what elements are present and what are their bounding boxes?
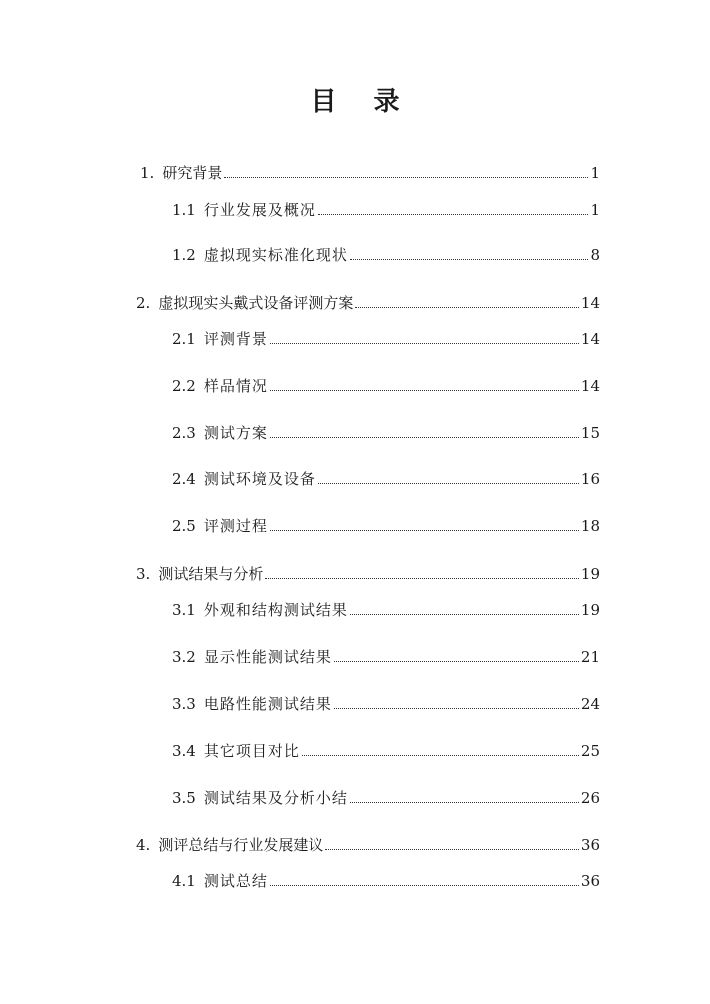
toc-dot-leader [355, 306, 579, 308]
toc-entry-title: 其它项目对比 [203, 742, 300, 760]
toc-entry-number: 2.5 [172, 517, 196, 535]
toc-entry-page: 14 [580, 377, 600, 395]
toc-entry-page: 36 [580, 836, 600, 854]
toc-entry-number: 4. [136, 836, 151, 854]
toc-entry-number: 3. [136, 565, 151, 583]
toc-entry-page: 15 [580, 424, 600, 442]
toc-entry-title: 测试方案 [203, 424, 268, 442]
toc-entry[interactable] [136, 833, 600, 857]
toc-entry[interactable] [136, 291, 600, 315]
toc-entry-title: 测试结果及分析小结 [203, 789, 348, 807]
toc-dot-leader [318, 482, 579, 484]
toc-entry-title: 显示性能测试结果 [203, 648, 332, 666]
toc-dot-leader [325, 848, 579, 850]
toc-entry-page: 19 [580, 565, 600, 583]
toc-entry-page: 1 [590, 164, 600, 182]
toc-entry-number: 3.4 [172, 742, 196, 760]
toc-dot-leader [350, 258, 589, 260]
toc-entry-title: 行业发展及概况 [203, 201, 316, 219]
toc-entry[interactable] [172, 198, 600, 222]
toc-entry-title: 外观和结构测试结果 [203, 601, 348, 619]
toc-entry[interactable] [172, 786, 600, 810]
toc-entry-page: 1 [590, 201, 600, 219]
toc-entry-title: 虚拟现实标准化现状 [203, 246, 348, 264]
toc-entry-number: 4.1 [172, 872, 196, 890]
toc-entry-title: 评测背景 [203, 330, 268, 348]
toc-entry-number: 2.4 [172, 470, 196, 488]
toc-entry-title: 测试总结 [203, 872, 268, 890]
toc-entry-page: 24 [580, 695, 600, 713]
toc-entry-number: 3.1 [172, 601, 196, 619]
toc-entry[interactable] [172, 243, 600, 267]
toc-entry-page: 16 [580, 470, 600, 488]
toc-entry-page: 26 [580, 789, 600, 807]
toc-entry[interactable] [136, 562, 600, 586]
toc-entry-number: 2.2 [172, 377, 196, 395]
toc-entry[interactable] [172, 869, 600, 893]
toc-entry[interactable] [172, 374, 600, 398]
toc-entry-number: 2.3 [172, 424, 196, 442]
toc-entry-page: 14 [580, 294, 600, 312]
toc-entry-title: 虚拟现实头戴式设备评测方案 [158, 294, 354, 312]
toc-dot-leader [270, 342, 579, 344]
toc-dot-leader [270, 529, 579, 531]
toc-dot-leader [270, 436, 579, 438]
toc-entry-page: 36 [580, 872, 600, 890]
toc-entry-title: 评测过程 [203, 517, 268, 535]
toc-entry[interactable] [172, 598, 600, 622]
toc-entry-page: 19 [580, 601, 600, 619]
toc-entry-page: 18 [580, 517, 600, 535]
toc-entry-number: 3.5 [172, 789, 196, 807]
toc-entry[interactable] [140, 161, 600, 185]
toc-dot-leader [265, 577, 579, 579]
toc-entry-number: 1.1 [172, 201, 196, 219]
toc-entry[interactable] [172, 645, 600, 669]
toc-entry-title: 电路性能测试结果 [203, 695, 332, 713]
toc-dot-leader [270, 884, 579, 886]
toc-entry[interactable] [172, 514, 600, 538]
toc-dot-leader [350, 613, 579, 615]
toc-dot-leader [334, 660, 579, 662]
toc-entry-number: 1. [140, 164, 155, 182]
toc-dot-leader [318, 213, 589, 215]
toc-entry-number: 1.2 [172, 246, 196, 264]
toc-entry-number: 2. [136, 294, 151, 312]
toc-entry-page: 8 [590, 246, 600, 264]
toc-entry[interactable] [172, 327, 600, 351]
toc-dot-leader [334, 707, 579, 709]
toc-entry-number: 3.2 [172, 648, 196, 666]
toc-entry-title: 研究背景 [162, 164, 223, 182]
toc-dot-leader [224, 176, 588, 178]
toc-dot-leader [350, 801, 579, 803]
toc-dot-leader [302, 754, 579, 756]
toc-entry-number: 3.3 [172, 695, 196, 713]
toc-entry-title: 测评总结与行业发展建议 [158, 836, 324, 854]
toc-entry-page: 25 [580, 742, 600, 760]
toc-entry-title: 样品情况 [203, 377, 268, 395]
toc-entry-number: 2.1 [172, 330, 196, 348]
toc-entry[interactable] [172, 421, 600, 445]
toc-dot-leader [270, 389, 579, 391]
toc-entry-page: 14 [580, 330, 600, 348]
toc-entry[interactable] [172, 467, 600, 491]
toc-title: 目 录 [310, 87, 414, 117]
toc-entry[interactable] [172, 692, 600, 716]
toc-entry-title: 测试结果与分析 [158, 565, 264, 583]
toc-entry-title: 测试环境及设备 [203, 470, 316, 488]
toc-entry[interactable] [172, 739, 600, 763]
toc-entry-page: 21 [580, 648, 600, 666]
